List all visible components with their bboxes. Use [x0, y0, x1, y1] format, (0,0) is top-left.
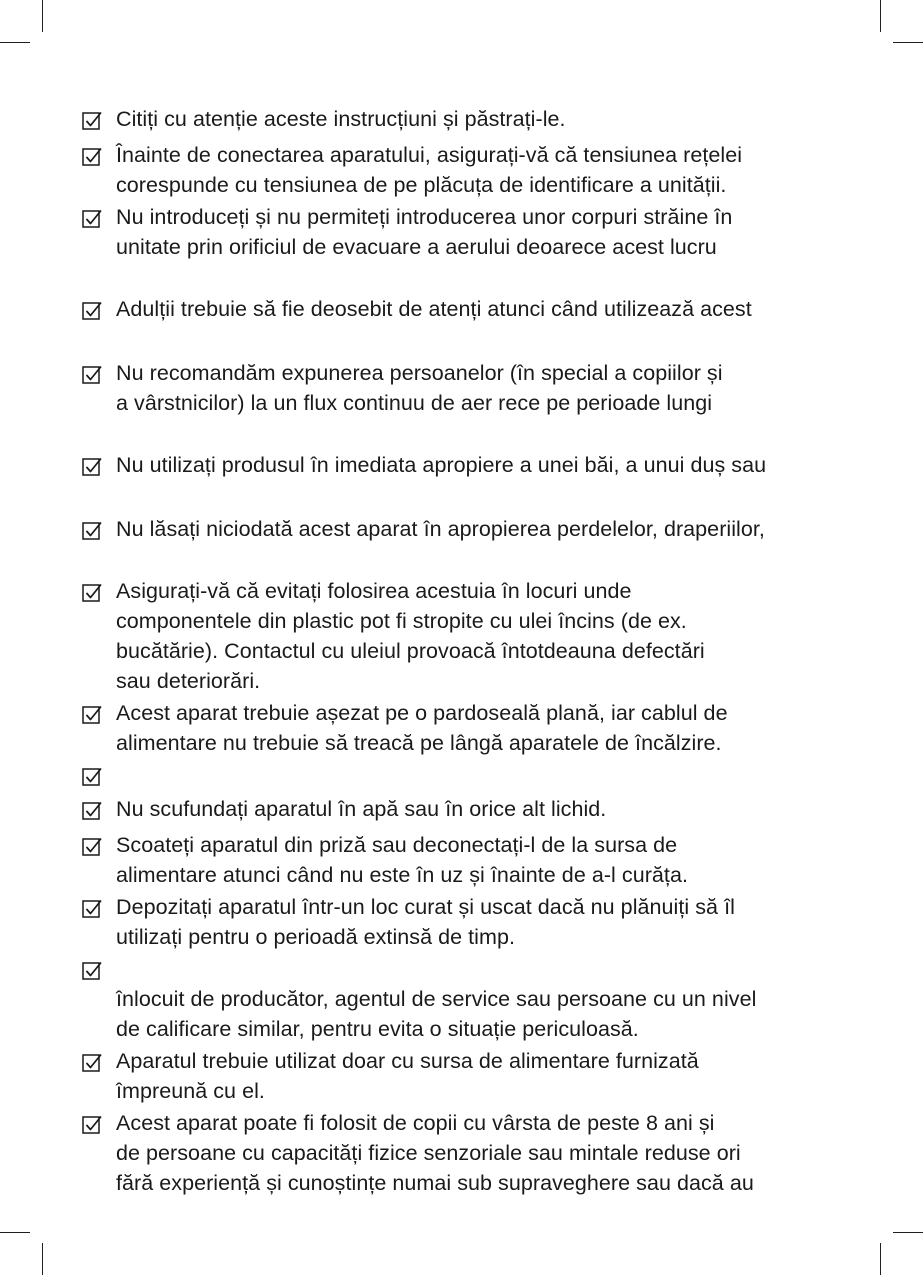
checkbox-icon — [82, 521, 102, 541]
item-text-line: sau deteriorări. — [116, 669, 261, 693]
item-text-line: înlocuit de producător, agentul de service sau persoane cu un nivel — [116, 987, 757, 1011]
item-text-line: bucătărie). Contactul cu uleiul provoacă întotdeauna defectări — [116, 639, 705, 663]
crop-mark-top-left-vertical — [42, 0, 43, 32]
item-text-line: Citiți cu atenție aceste instrucțiuni și păstrați-le. — [116, 107, 566, 131]
crop-mark-bottom-left-horizontal — [0, 1232, 30, 1233]
item-text-line: Nu lăsați niciodată acest aparat în apropierea perdelelor, draperiilor, — [116, 517, 765, 541]
item-text-line: Nu scufundați aparatul în apă sau în orice alt lichid. — [116, 797, 607, 821]
item-text-line: Asigurați-vă că evitați folosirea acestuia în locuri unde — [116, 579, 632, 603]
item-text-line: unitate prin orificiul de evacuare a aerului deoarece acest lucru — [116, 235, 717, 259]
item-text-line: Înainte de conectarea aparatului, asigurați-vă că tensiunea rețelei — [116, 143, 743, 167]
checkbox-icon — [82, 147, 102, 167]
crop-mark-top-right-horizontal — [893, 42, 923, 43]
checkbox-icon — [82, 209, 102, 229]
checkbox-icon — [82, 1115, 102, 1135]
checkbox-icon — [82, 767, 102, 787]
checkbox-icon — [82, 801, 102, 821]
checkbox-icon — [82, 111, 102, 131]
checkbox-icon — [82, 837, 102, 857]
item-text-line: Nu recomandăm expunerea persoanelor (în special a copiilor și — [116, 361, 723, 385]
checkbox-icon — [82, 705, 102, 725]
checkbox-icon — [82, 899, 102, 919]
item-text-line: împreună cu el. — [116, 1079, 265, 1103]
checkbox-icon — [82, 457, 102, 477]
item-text-line: Acest aparat poate fi folosit de copii cu vârsta de peste 8 ani și — [116, 1111, 715, 1135]
item-text-line: corespunde cu tensiunea de pe plăcuța de identificare a unității. — [116, 173, 727, 197]
checkbox-icon — [82, 583, 102, 603]
item-text-line: de persoane cu capacități fizice senzoriale sau mintale reduse ori — [116, 1141, 741, 1165]
item-text-line: de calificare similar, pentru evita o situație periculoasă. — [116, 1017, 639, 1041]
item-text-line: alimentare nu trebuie să treacă pe lângă aparatele de încălzire. — [116, 731, 722, 755]
item-text-line: Scoateți aparatul din priză sau deconectați-l de la sursa de — [116, 833, 678, 857]
item-text-line: Aparatul trebuie utilizat doar cu sursa de alimentare furnizată — [116, 1049, 699, 1073]
crop-mark-top-right-vertical — [880, 0, 881, 32]
item-text-line: alimentare atunci când nu este în uz și înainte de a-l curăța. — [116, 863, 688, 887]
item-text-line: a vârstnicilor) la un flux continuu de aer rece pe perioade lungi — [116, 391, 713, 415]
item-text-line: utilizați pentru o perioadă extinsă de timp. — [116, 925, 515, 949]
crop-mark-top-left-horizontal — [0, 42, 30, 43]
item-text-line: Nu utilizați produsul în imediata apropiere a unei băi, a unui duș sau — [116, 453, 767, 477]
checkbox-icon — [82, 961, 102, 981]
item-text-line: Adulții trebuie să fie deosebit de atenți atunci când utilizează acest — [116, 297, 752, 321]
checkbox-icon — [82, 1053, 102, 1073]
checkbox-icon — [82, 365, 102, 385]
item-text-line: Depozitați aparatul într-un loc curat și uscat dacă nu plănuiți să îl — [116, 895, 735, 919]
item-text-line: componentele din plastic pot fi stropite cu ulei încins (de ex. — [116, 609, 687, 633]
crop-mark-bottom-right-horizontal — [893, 1232, 923, 1233]
crop-mark-bottom-left-vertical — [42, 1243, 43, 1275]
checkbox-icon — [82, 301, 102, 321]
item-text-line: Acest aparat trebuie așezat pe o pardoseală plană, iar cablul de — [116, 701, 728, 725]
crop-mark-bottom-right-vertical — [880, 1243, 881, 1275]
item-text-line: Nu introduceți și nu permiteți introducerea unor corpuri străine în — [116, 205, 733, 229]
item-text-line: fără experiență și cunoștințe numai sub supraveghere sau dacă au — [116, 1171, 754, 1195]
